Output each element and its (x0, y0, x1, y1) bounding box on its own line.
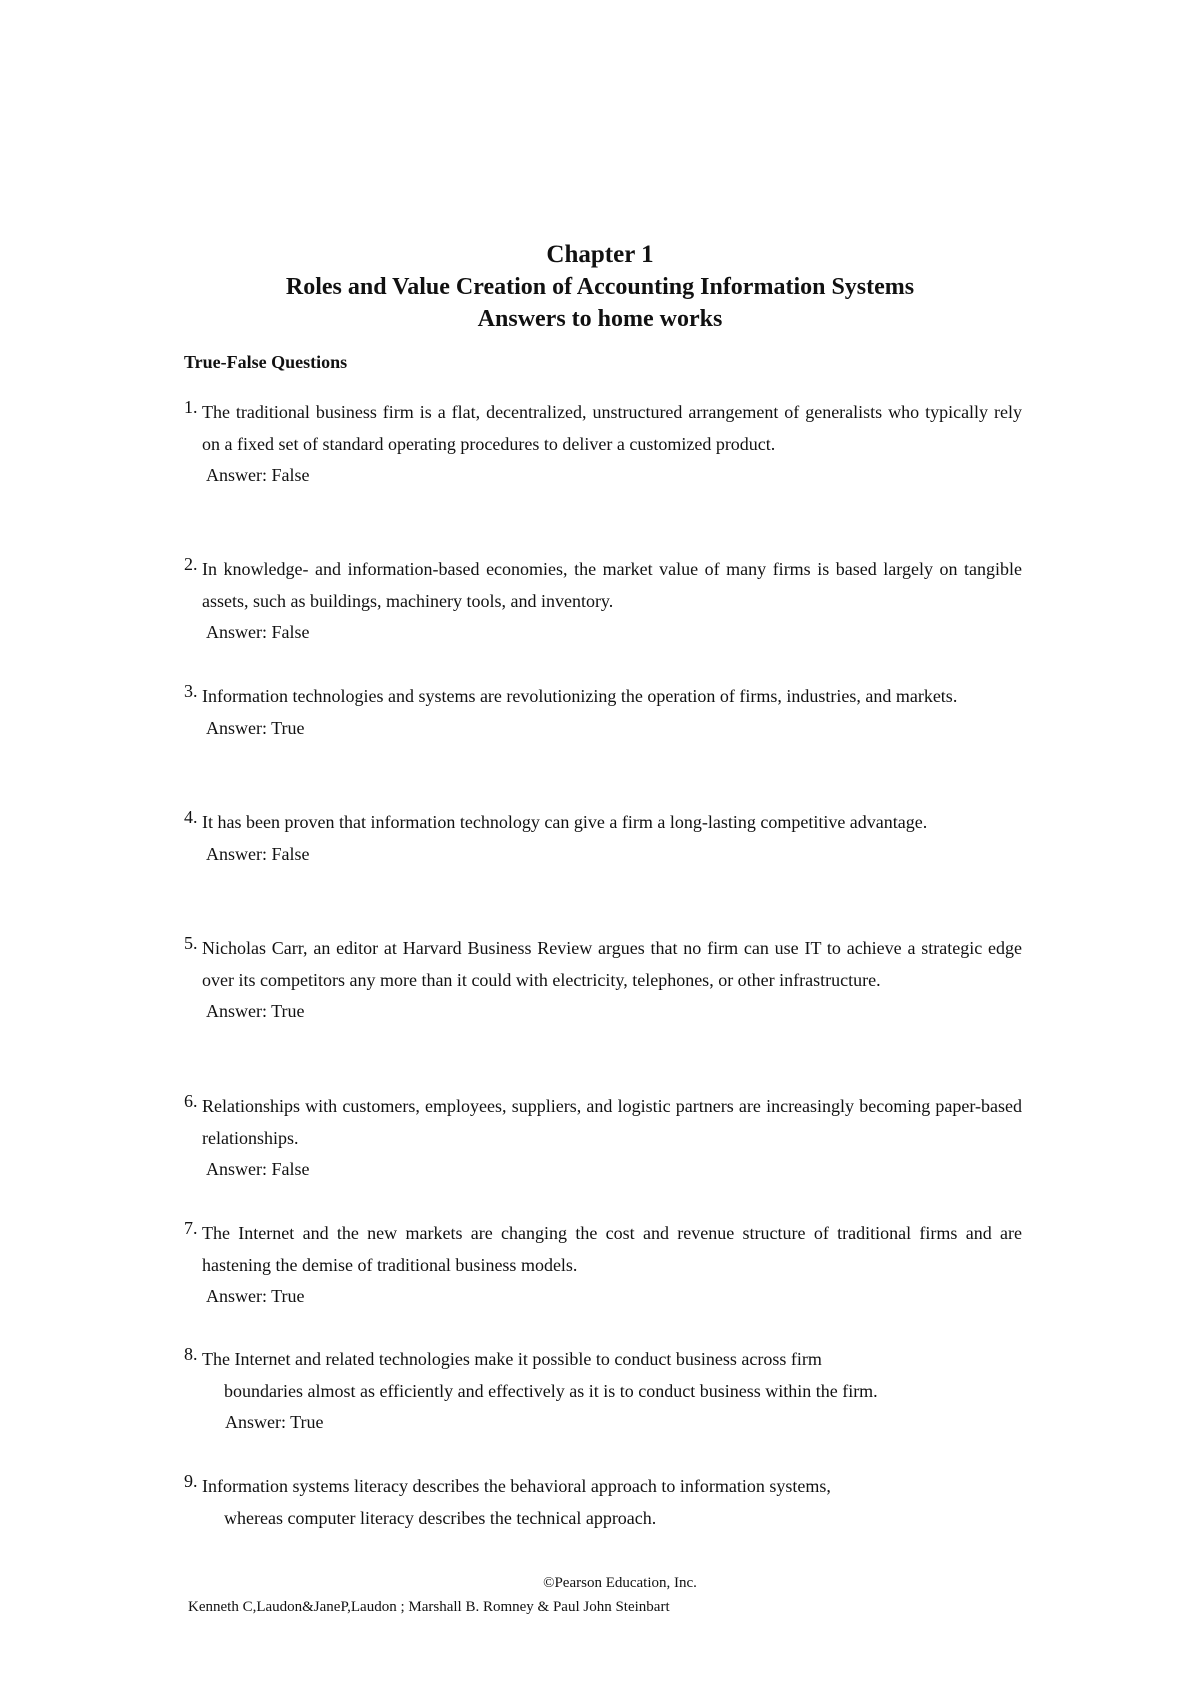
question-text-line: boundaries almost as efficiently and effectively as it is to conduct business within the firm. (224, 1380, 878, 1401)
question-item (184, 1091, 1022, 1186)
question-number: 3. (184, 681, 198, 701)
question-answer: Answer: True (206, 1286, 305, 1306)
question-item (184, 933, 1022, 1028)
question-item (184, 1471, 1022, 1534)
question-number: 5. (184, 933, 198, 953)
question-text: Nicholas Carr, an editor at Harvard Business Review argues that no firm can use IT to achieve a strategic edge over its competitors any more than it could with electricity, telephones, or other infrastructure. (202, 938, 1022, 990)
question-number: 9. (184, 1471, 198, 1491)
question-answer: Answer: False (206, 465, 310, 485)
chapter-subheading: Answers to home works (477, 306, 723, 332)
page-footer (0, 1571, 1200, 1619)
question-item (184, 397, 1022, 492)
question-text-line: The Internet and related technologies make it possible to conduct business across firm (202, 1349, 822, 1369)
question-item (184, 554, 1022, 649)
question-text: It has been proven that information technology can give a firm a long-lasting competitive advantage. (202, 812, 928, 832)
question-number: 1. (184, 397, 198, 417)
question-text-line: whereas computer literacy describes the technical approach. (224, 1507, 657, 1528)
question-number: 6. (184, 1091, 198, 1111)
question-item (184, 1344, 1022, 1439)
question-text (202, 1344, 1022, 1407)
question-answer: Answer: False (206, 843, 310, 864)
question-text: Relationships with customers, employees, suppliers, and logistic partners are increasingly becoming paper-based relationships. (202, 1096, 1022, 1148)
chapter-subtitle: Roles and Value Creation of Accounting Information Systems (285, 274, 915, 300)
question-answer: Answer: False (206, 1159, 310, 1179)
question-number: 7. (184, 1218, 198, 1238)
question-item (184, 1218, 1022, 1313)
question-text-line: Information systems literacy describes the behavioral approach to information systems, (202, 1476, 831, 1496)
copyright-line: ©Pearson Education, Inc. (543, 1575, 697, 1591)
chapter-title: Chapter 1 (546, 241, 654, 268)
question-number: 2. (184, 554, 198, 574)
question-item (184, 681, 1022, 744)
authors-line: Kenneth C,Laudon&JaneP,Laudon ; Marshall B. Romney & Paul John Steinbart (188, 1599, 670, 1615)
question-answer: Answer: True (225, 1412, 324, 1432)
question-text (202, 1471, 1022, 1534)
question-item (184, 807, 1022, 870)
question-number: 8. (184, 1344, 198, 1364)
question-text: The traditional business firm is a flat, decentralized, unstructured arrangement of generalists who typically rely on a fixed set of standard operating procedures to deliver a customized product. (202, 402, 1022, 454)
question-text: In knowledge- and information-based economies, the market value of many firms is based largely on tangible assets, such as buildings, machinery tools, and inventory. (202, 559, 1022, 611)
question-answer: Answer: False (206, 622, 310, 642)
section-heading: True-False Questions (184, 352, 348, 372)
question-answer: Answer: True (206, 717, 305, 738)
question-number: 4. (184, 807, 198, 827)
title-block (0, 239, 1200, 335)
question-text: The Internet and the new markets are changing the cost and revenue structure of traditional firms and are hastening the demise of traditional business models. (202, 1223, 1022, 1275)
question-text: Information technologies and systems are revolutionizing the operation of firms, industries, and markets. (202, 686, 958, 706)
question-answer: Answer: True (206, 1001, 305, 1021)
